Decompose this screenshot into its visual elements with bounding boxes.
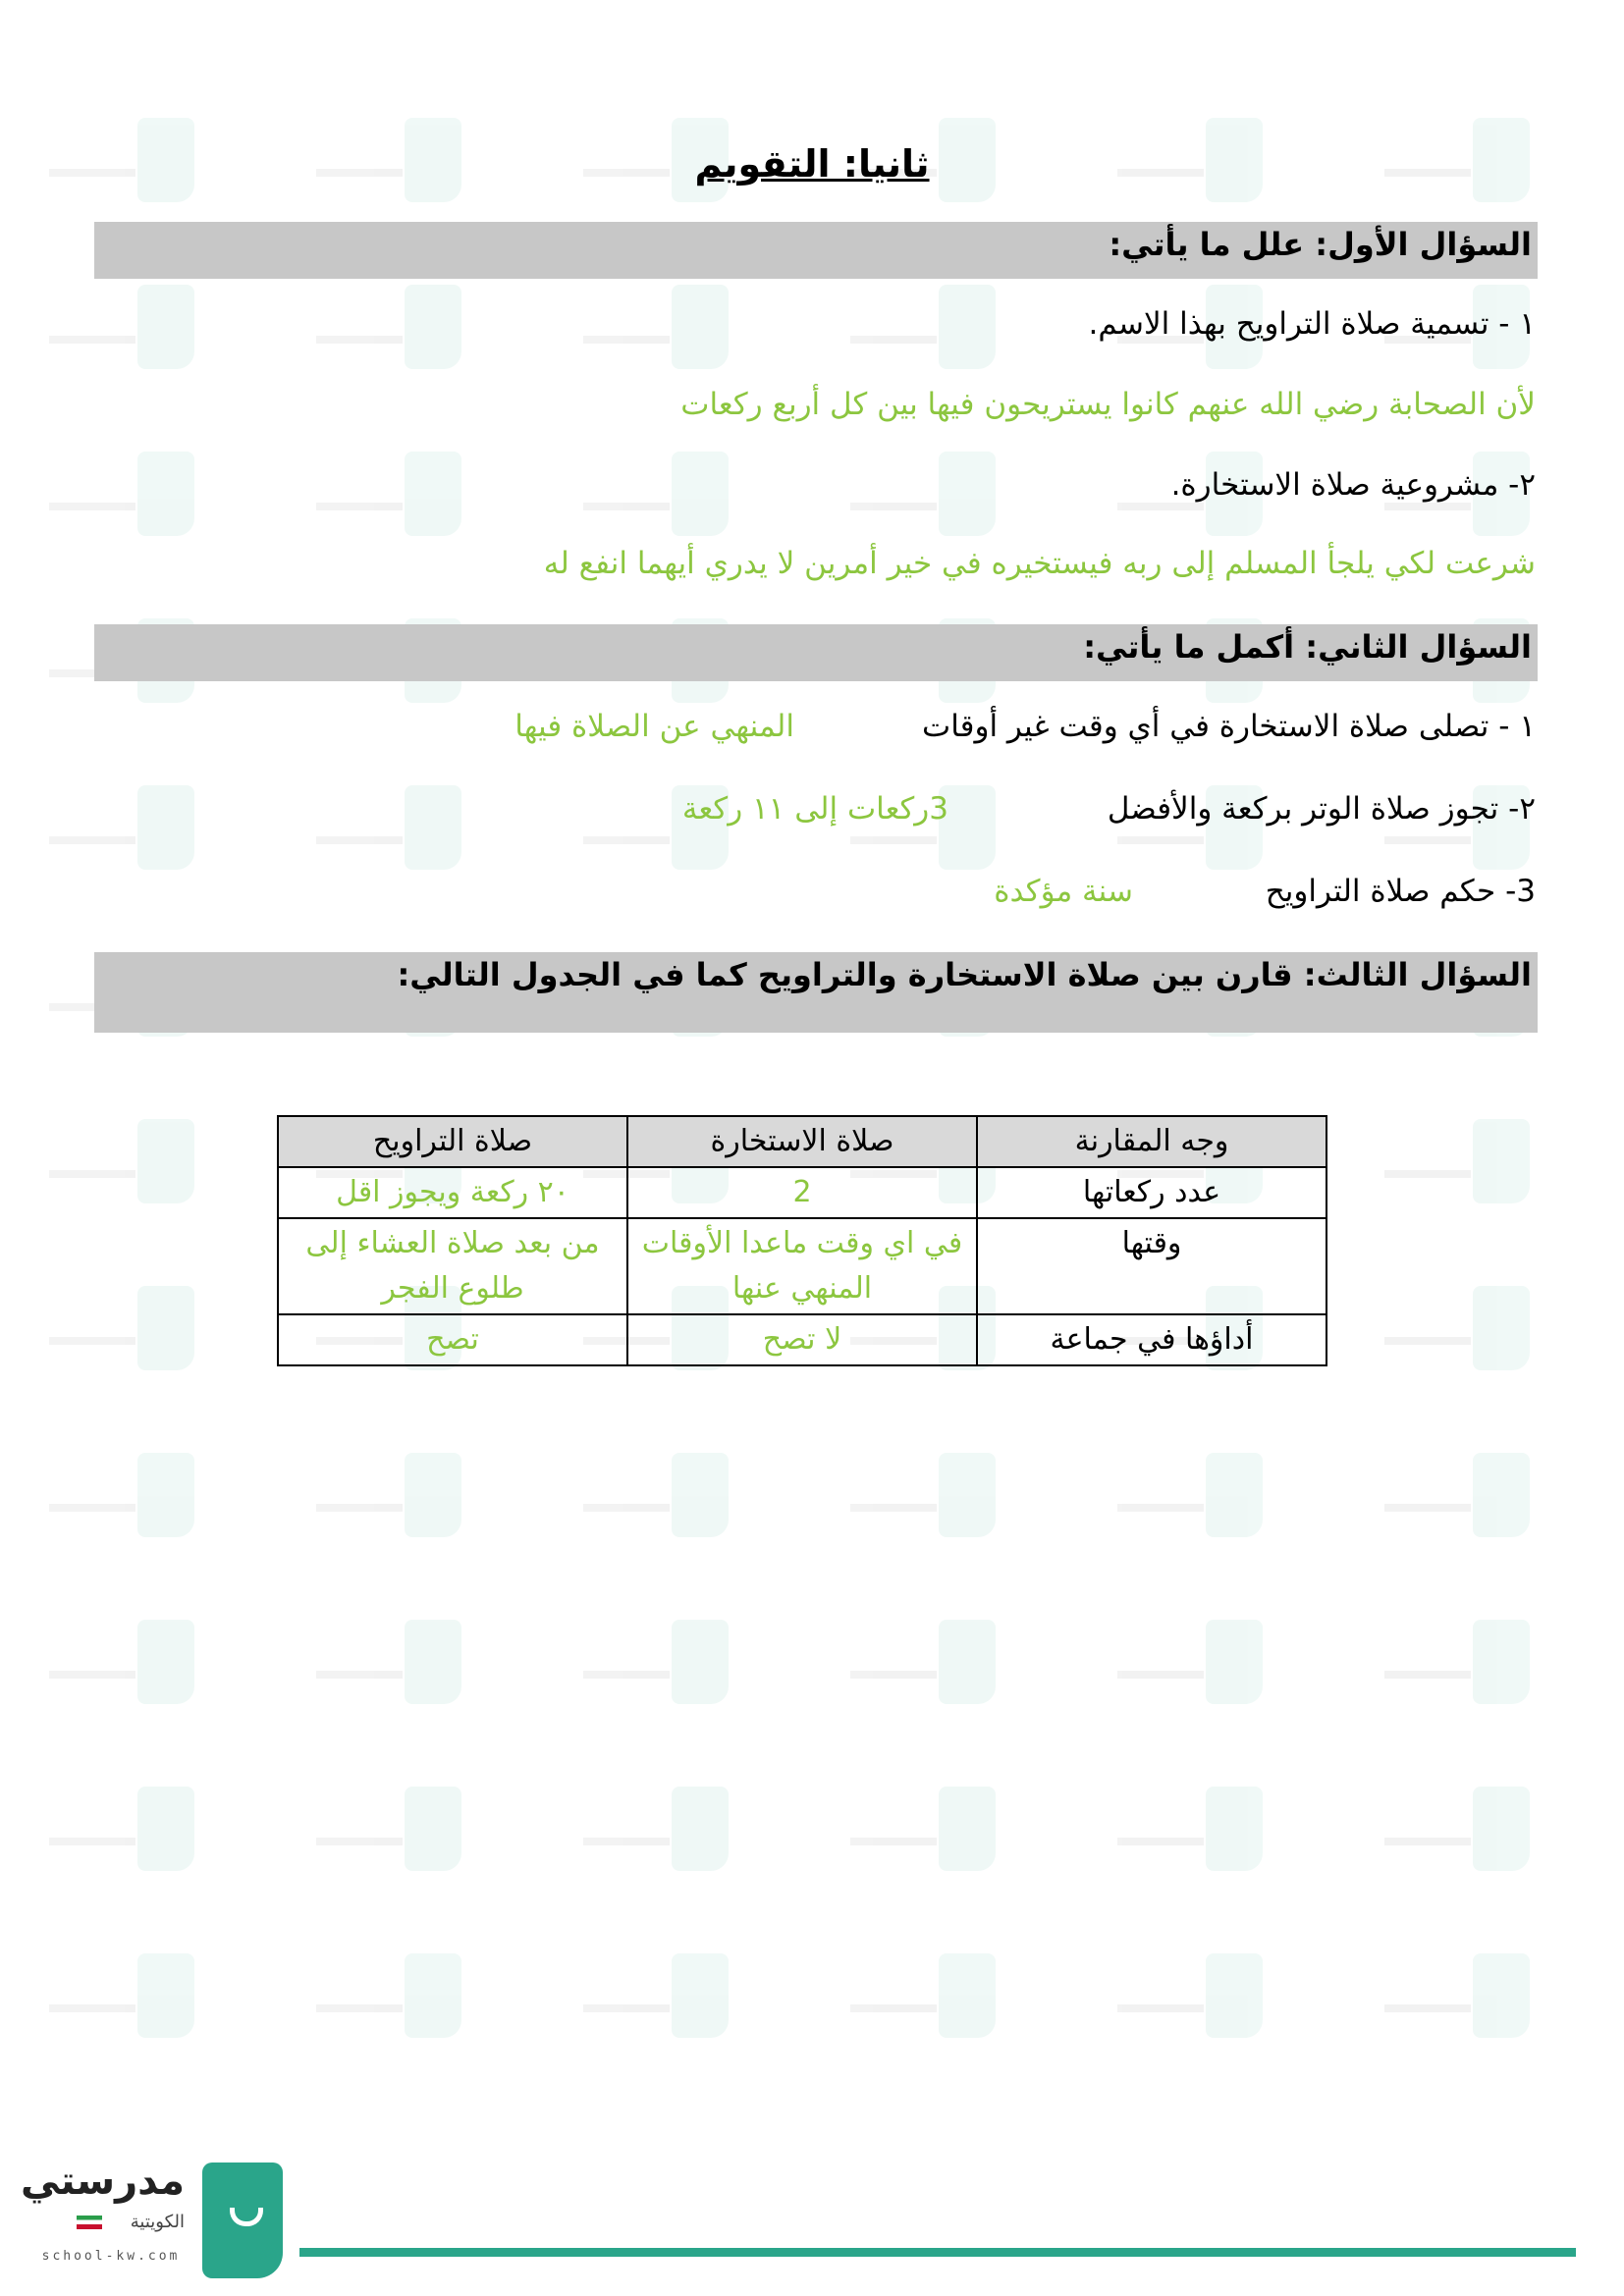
- q1-heading-band: [94, 222, 1538, 279]
- q2-item3-question: 3- حكم صلاة التراويح: [1265, 874, 1536, 909]
- q1-item2-question: ٢- مشروعية صلاة الاستخارة.: [1170, 467, 1536, 503]
- table-cell-answer: تصح: [278, 1314, 627, 1365]
- page-title: ثانيا: التقويم: [694, 142, 930, 186]
- table-cell-answer: من بعد صلاة العشاء إلى طلوع الفجر: [278, 1218, 627, 1314]
- table-cell-answer: لا تصح: [627, 1314, 977, 1365]
- table-header-cell: وجه المقارنة: [977, 1116, 1326, 1167]
- q2-item2-question: ٢- تجوز صلاة الوتر بركعة والأفضل: [1107, 791, 1536, 827]
- q1-item2-answer: شرعت لكي يلجأ المسلم إلى ربه فيستخيره في خير أمرين لا يدري أيهما انفع له: [543, 546, 1536, 581]
- table-cell-aspect: عدد ركعاتها: [977, 1167, 1326, 1218]
- table-cell-answer: في اي وقت ماعدا الأوقات المنهي عنها: [627, 1218, 977, 1314]
- table-cell-answer: ٢٠ ركعة ويجوز اقل: [278, 1167, 627, 1218]
- logo-url: school-kw.com: [41, 2249, 181, 2264]
- q2-heading-band: [94, 624, 1538, 681]
- q1-item1-answer: لأن الصحابة رضي الله عنهم كانوا يستريحون فيها بين كل أربع ركعات: [680, 387, 1536, 422]
- table-cell-aspect: وقتها: [977, 1218, 1326, 1314]
- q2-item2-answer: 3ركعات إلى ١١ ركعة: [681, 791, 948, 827]
- book-icon: [202, 2163, 283, 2278]
- q3-heading-band: [94, 952, 1538, 1033]
- q1-heading: السؤال الأول: علل ما يأتي:: [1109, 226, 1532, 263]
- logo-subtitle: الكويتية: [130, 2212, 185, 2232]
- q3-heading: السؤال الثالث: قارن بين صلاة الاستخارة والتراويح كما في الجدول التالي:: [397, 956, 1532, 993]
- q2-heading: السؤال الثاني: أكمل ما يأتي:: [1083, 628, 1532, 666]
- footer-divider: [299, 2248, 1576, 2257]
- comparison-table: [277, 1115, 1327, 1366]
- q2-item1-question: ١ - تصلى صلاة الاستخارة في أي وقت غير أوقات: [922, 709, 1536, 744]
- table-row: [278, 1314, 1326, 1365]
- brand-logo: [20, 2155, 293, 2292]
- q1-item1-question: ١ - تسمية صلاة التراويح بهذا الاسم.: [1088, 306, 1536, 342]
- q2-item3-answer: سنة مؤكدة: [994, 874, 1133, 909]
- table-header-cell: صلاة الاستخارة: [627, 1116, 977, 1167]
- table-cell-aspect: أداؤها في جماعة: [977, 1314, 1326, 1365]
- table-header-row: [278, 1116, 1326, 1167]
- table-row: [278, 1167, 1326, 1218]
- table-header-cell: صلاة التراويح: [278, 1116, 627, 1167]
- table-cell-answer: 2: [627, 1167, 977, 1218]
- logo-name: مدرستي: [20, 2159, 185, 2204]
- q2-item1-answer: المنهي عن الصلاة فيها: [514, 709, 794, 744]
- table-row: [278, 1218, 1326, 1314]
